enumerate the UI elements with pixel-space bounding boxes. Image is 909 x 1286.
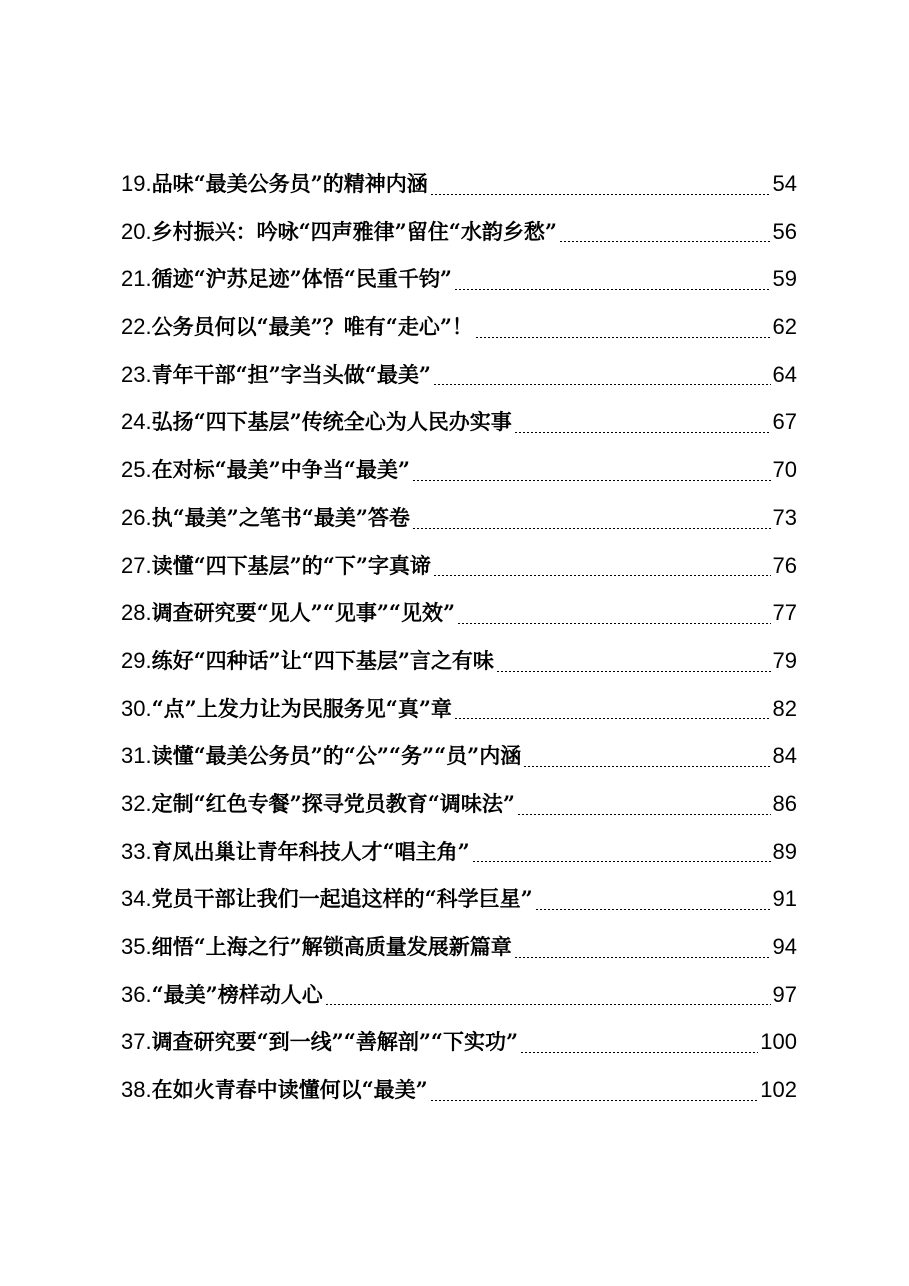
entry-page-number: 73 (772, 504, 797, 530)
toc-entry[interactable] (121, 685, 797, 733)
entry-page-number: 67 (772, 409, 797, 435)
entry-title: 调查研究要“到一线”“善解剖”“下实功” (151, 1029, 519, 1055)
entry-page-number: 94 (772, 934, 797, 959)
toc-entry[interactable] (121, 780, 797, 828)
entry-title: 读懂“最美公务员”的“公”“务”“员”内涵 (151, 743, 522, 769)
toc-entry[interactable] (121, 398, 797, 446)
entry-page-number: 102 (760, 1077, 797, 1103)
toc-entry[interactable] (121, 875, 797, 923)
entry-title: 练好“四种话”让“四下基层”言之有味 (151, 647, 494, 673)
entry-page-number: 91 (772, 886, 797, 912)
entry-number: 29. (121, 647, 152, 673)
entry-title: 品味“最美公务员”的精神内涵 (151, 171, 428, 196)
entry-page-number: 62 (772, 314, 797, 340)
table-of-contents (121, 160, 797, 1114)
toc-entry[interactable] (121, 446, 797, 494)
toc-entry[interactable] (121, 1018, 797, 1066)
entry-number: 26. (121, 504, 152, 530)
entry-number: 37. (121, 1029, 152, 1055)
entry-title: 细悟“上海之行”解锁高质量发展新篇章 (151, 934, 512, 959)
entry-number: 23. (121, 361, 152, 387)
dot-leader (412, 528, 771, 529)
entry-title: 循迹“沪苏足迹”体悟“民重千钧” (151, 266, 452, 292)
dot-leader (520, 1052, 758, 1053)
toc-entry[interactable] (121, 494, 797, 542)
entry-number: 33. (121, 838, 152, 864)
entry-number: 20. (121, 218, 152, 244)
toc-entry[interactable] (121, 160, 797, 208)
entry-number: 35. (121, 934, 152, 959)
entry-number: 32. (121, 790, 152, 816)
entry-page-number: 54 (772, 171, 797, 196)
entry-number: 36. (121, 981, 152, 1007)
dot-leader (412, 480, 771, 481)
entry-page-number: 64 (772, 361, 797, 387)
dot-leader (514, 432, 771, 433)
toc-entry[interactable] (121, 208, 797, 256)
entry-title: 读懂“四下基层”的“下”字真谛 (151, 552, 431, 578)
entry-title: 育凤出巢让青年科技人才“唱主角” (151, 838, 470, 864)
entry-title: 公务员何以“最美”？唯有“走心”！ (151, 314, 473, 340)
entry-number: 28. (121, 600, 152, 626)
entry-page-number: 76 (772, 552, 797, 578)
dot-leader (454, 289, 771, 290)
toc-entry[interactable] (121, 255, 797, 303)
entry-number: 31. (121, 743, 152, 769)
entry-page-number: 100 (760, 1029, 797, 1055)
dot-leader (535, 909, 771, 910)
toc-entry[interactable] (121, 732, 797, 780)
dot-leader (454, 718, 771, 719)
toc-entry[interactable] (121, 923, 797, 971)
entry-title: 执“最美”之笔书“最美”答卷 (151, 504, 410, 530)
dot-leader (472, 861, 771, 862)
entry-title: 党员干部让我们一起追这样的“科学巨星” (151, 886, 533, 912)
entry-title: 定制“红色专餐”探寻党员教育“调味法” (151, 790, 515, 816)
dot-leader (496, 671, 771, 672)
toc-entry[interactable] (121, 542, 797, 590)
entry-page-number: 70 (772, 457, 797, 483)
entry-title: 乡村振兴：吟咏“四声雅律”留住“水韵乡愁” (151, 218, 557, 244)
entry-page-number: 86 (772, 790, 797, 816)
entry-number: 30. (121, 695, 152, 721)
dot-leader (433, 384, 771, 385)
dot-leader (457, 623, 770, 624)
entry-page-number: 82 (772, 695, 797, 721)
dot-leader (523, 766, 770, 767)
toc-entry[interactable] (121, 589, 797, 637)
dot-leader (514, 957, 771, 958)
dot-leader (430, 194, 771, 195)
toc-entry[interactable] (121, 637, 797, 685)
entry-title: 调查研究要“见人”“见事”“见效” (151, 600, 456, 626)
entry-page-number: 84 (772, 743, 797, 769)
entry-title: “点”上发力让为民服务见“真”章 (151, 695, 452, 721)
entry-page-number: 89 (772, 838, 797, 864)
entry-title: 弘扬“四下基层”传统全心为人民办实事 (151, 409, 512, 435)
entry-page-number: 59 (772, 266, 797, 292)
dot-leader (559, 241, 771, 242)
entry-number: 19. (121, 171, 152, 196)
entry-page-number: 79 (772, 647, 797, 673)
entry-title: “最美”榜样动人心 (151, 981, 323, 1007)
entry-number: 34. (121, 886, 152, 912)
entry-number: 27. (121, 552, 152, 578)
toc-entry[interactable] (121, 351, 797, 399)
entry-number: 38. (121, 1077, 152, 1103)
entry-number: 25. (121, 457, 152, 483)
dot-leader (430, 1100, 759, 1101)
dot-leader (433, 575, 771, 576)
entry-number: 22. (121, 314, 152, 340)
entry-page-number: 77 (772, 600, 797, 626)
entry-page-number: 56 (772, 218, 797, 244)
toc-entry[interactable] (121, 1066, 797, 1114)
entry-number: 21. (121, 266, 152, 292)
dot-leader (475, 337, 771, 338)
toc-entry[interactable] (121, 971, 797, 1019)
toc-entry[interactable] (121, 303, 797, 351)
entry-title: 在对标“最美”中争当“最美” (151, 457, 410, 483)
entry-title: 青年干部“担”字当头做“最美” (151, 361, 431, 387)
entry-page-number: 97 (772, 981, 797, 1007)
dot-leader (325, 1004, 771, 1005)
entry-number: 24. (121, 409, 152, 435)
toc-entry[interactable] (121, 828, 797, 876)
dot-leader (517, 814, 771, 815)
entry-title: 在如火青春中读懂何以“最美” (151, 1077, 428, 1103)
